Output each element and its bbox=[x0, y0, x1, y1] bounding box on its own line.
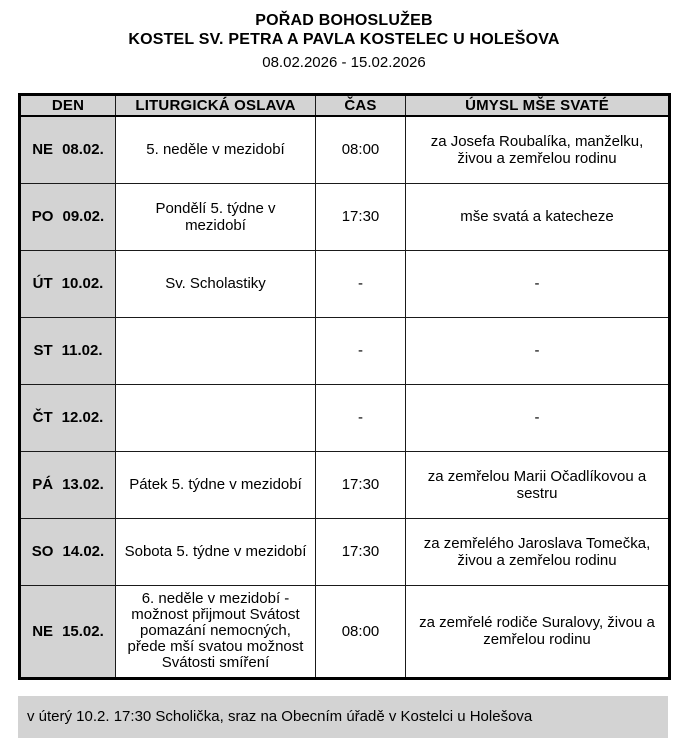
footer-note-text: v úterý 10.2. 17:30 Scholička, sraz na Obecním úřadě v Kostelci u Holešova bbox=[27, 708, 533, 725]
day-date: 13.02. bbox=[62, 476, 104, 493]
day-cell bbox=[20, 317, 116, 384]
celebration-cell: Sobota 5. týdne v mezidobí bbox=[116, 518, 316, 585]
day-date: 11.02. bbox=[61, 342, 103, 359]
day-abbrev: ČT bbox=[32, 409, 53, 426]
table-header-row bbox=[20, 95, 670, 117]
day-date: 12.02. bbox=[61, 409, 104, 426]
celebration-cell bbox=[116, 317, 316, 384]
day-date: 10.02. bbox=[61, 275, 104, 292]
day-cell bbox=[20, 183, 116, 250]
day-cell bbox=[20, 116, 116, 183]
intention-cell: za zemřelé rodiče Suralovy, živou a zemřelou rodinu bbox=[406, 585, 670, 678]
celebration-cell bbox=[116, 384, 316, 451]
celebration-cell: 6. neděle v mezidobí - možnost přijmout Svátost pomazání nemocných, přede mší svatou možnost Svátosti smíření bbox=[116, 585, 316, 678]
time-cell: 17:30 bbox=[316, 451, 406, 518]
day-date: 09.02. bbox=[62, 208, 105, 225]
day-cell bbox=[20, 250, 116, 317]
intention-cell: - bbox=[406, 250, 670, 317]
intention-cell: za Josefa Roubalíka, manželku, živou a zemřelou rodinu bbox=[406, 116, 670, 183]
intention-cell: - bbox=[406, 317, 670, 384]
column-header-celebration: LITURGICKÁ OSLAVA bbox=[116, 95, 316, 117]
schedule-table bbox=[18, 93, 671, 680]
day-abbrev: NE bbox=[32, 141, 54, 159]
table-row bbox=[20, 585, 670, 678]
column-header-time: ČAS bbox=[316, 95, 406, 117]
intention-cell: za zemřelou Marii Očadlíkovou a sestru bbox=[406, 451, 670, 518]
church-name: KOSTEL SV. PETRA A PAVLA KOSTELEC U HOLEŠOVA bbox=[128, 31, 560, 48]
time-cell: - bbox=[316, 317, 406, 384]
column-header-intention: ÚMYSL MŠE SVATÉ bbox=[406, 95, 670, 117]
column-header-day: DEN bbox=[20, 95, 116, 117]
time-cell: - bbox=[316, 250, 406, 317]
celebration-cell: 5. neděle v mezidobí bbox=[116, 116, 316, 183]
page-title: POŘAD BOHOSLUŽEB bbox=[255, 12, 433, 29]
celebration-cell: Pátek 5. týdne v mezidobí bbox=[116, 451, 316, 518]
day-date: 08.02. bbox=[62, 141, 104, 159]
date-range: 08.02.2026 - 15.02.2026 bbox=[262, 54, 426, 71]
table-row bbox=[20, 250, 670, 317]
day-cell bbox=[20, 451, 116, 518]
day-abbrev: ÚT bbox=[32, 275, 53, 292]
time-cell: 17:30 bbox=[316, 518, 406, 585]
day-date: 14.02. bbox=[62, 543, 105, 560]
time-cell: 08:00 bbox=[316, 116, 406, 183]
time-cell: 17:30 bbox=[316, 183, 406, 250]
day-cell bbox=[20, 384, 116, 451]
day-date: 15.02. bbox=[62, 622, 104, 640]
intention-cell: za zemřelého Jaroslava Tomečka, živou a zemřelou rodinu bbox=[406, 518, 670, 585]
intention-cell: mše svatá a katecheze bbox=[406, 183, 670, 250]
day-cell bbox=[20, 518, 116, 585]
day-abbrev: PO bbox=[31, 208, 54, 225]
day-abbrev: PÁ bbox=[32, 476, 54, 493]
footer-note-bar bbox=[18, 696, 668, 738]
time-cell: - bbox=[316, 384, 406, 451]
table-row bbox=[20, 384, 670, 451]
day-cell bbox=[20, 585, 116, 678]
intention-cell: - bbox=[406, 384, 670, 451]
day-abbrev: NE bbox=[32, 622, 54, 640]
table-row bbox=[20, 518, 670, 585]
title-block bbox=[0, 0, 688, 72]
celebration-cell: Pondělí 5. týdne v mezidobí bbox=[116, 183, 316, 250]
table-row bbox=[20, 317, 670, 384]
day-abbrev: SO bbox=[31, 543, 54, 560]
table-row bbox=[20, 116, 670, 183]
day-abbrev: ST bbox=[33, 342, 53, 359]
table-row bbox=[20, 451, 670, 518]
table-row bbox=[20, 183, 670, 250]
time-cell: 08:00 bbox=[316, 585, 406, 678]
celebration-cell: Sv. Scholastiky bbox=[116, 250, 316, 317]
